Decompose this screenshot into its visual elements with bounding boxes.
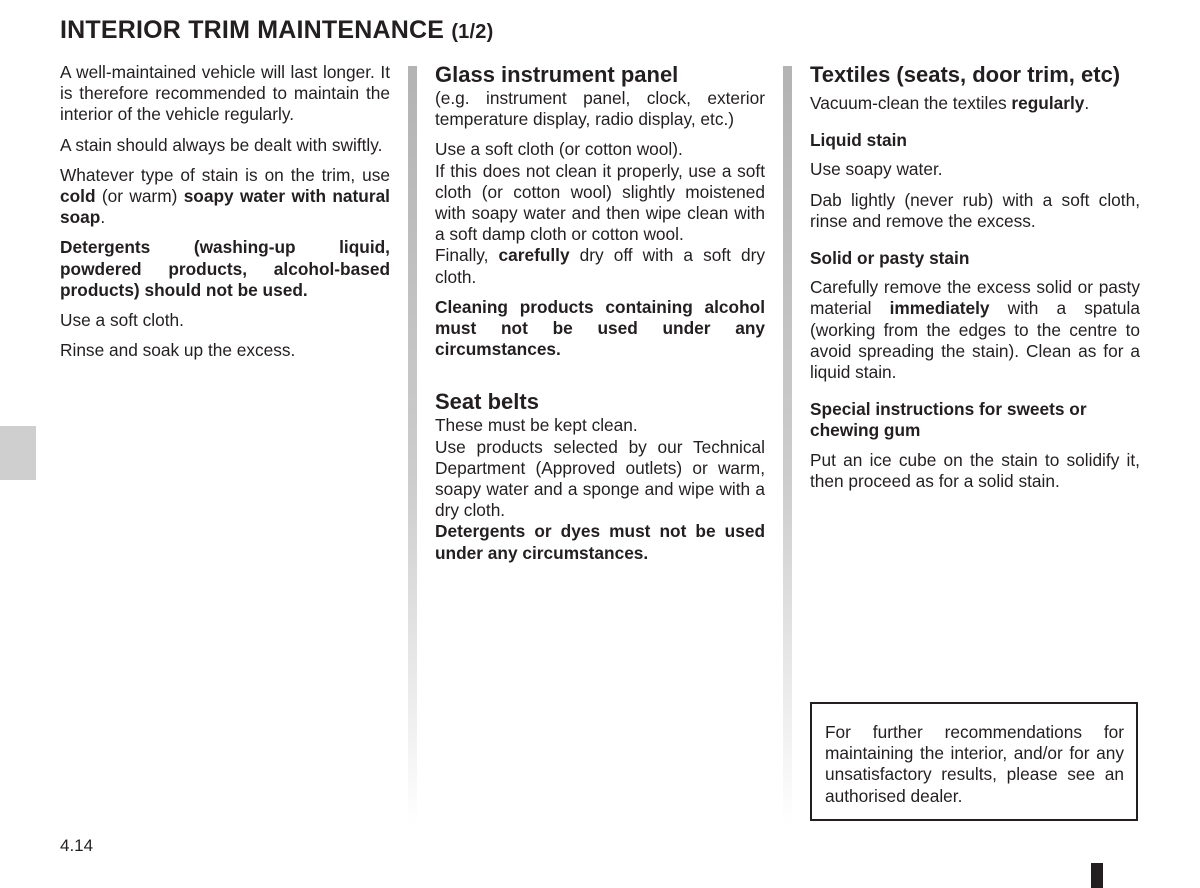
column-divider-right <box>783 66 792 826</box>
seat-belts-warning: Detergents or dyes must not be used under any circumstances. <box>435 521 765 563</box>
liquid-stain-paragraph-2: Dab lightly (never rub) with a soft cloth, rinse and remove the excess. <box>810 189 1140 231</box>
intro-paragraph-2: A stain should always be dealt with swiftly. <box>60 134 383 155</box>
glass-panel-subtitle: (e.g. instrument panel, clock, exterior temperature display, radio display, etc.) <box>435 88 765 130</box>
seat-belts-heading: Seat belts <box>435 389 539 415</box>
intro-paragraph-5: Use a soft cloth. <box>60 310 184 331</box>
right-column <box>810 62 1140 501</box>
middle-column <box>435 62 765 573</box>
intro-paragraph-1: A well-maintained vehicle will last longer. It is therefore recommended to maintain the interior of the vehicle regularly. <box>60 62 390 125</box>
solid-stain-paragraph: Carefully remove the excess solid or pasty material immediately with a spatula (working from the edges to the centre to avoid spreading the stain). Clean as for a liquid stain. <box>810 277 1140 383</box>
sweets-heading: Special instructions for sweets or chewing gum <box>810 399 1087 441</box>
page-edge-marker <box>1091 863 1103 888</box>
intro-paragraph-6: Rinse and soak up the excess. <box>60 340 296 361</box>
glass-warning: Cleaning products containing alcohol must not be used under any circumstances. <box>435 296 765 360</box>
textiles-intro: Vacuum-clean the textiles regularly. <box>810 93 1090 113</box>
solid-stain-heading: Solid or pasty stain <box>810 248 970 269</box>
liquid-stain-paragraph-1: Use soapy water. <box>810 159 943 180</box>
detergent-warning: Detergents (washing-up liquid, powdered products, alcohol-based products) should not be used. <box>60 237 390 300</box>
intro-paragraph-3: Whatever type of stain is on the trim, use cold (or warm) soapy water with natural soap. <box>60 164 390 228</box>
liquid-stain-heading: Liquid stain <box>810 130 907 151</box>
page-title <box>60 16 493 45</box>
title-text: INTERIOR TRIM MAINTENANCE <box>60 16 445 44</box>
glass-paragraph-1: Use a soft cloth (or cotton wool). <box>435 139 683 160</box>
glass-paragraph-3: Finally, carefully dry off with a soft dry cloth. <box>435 245 766 287</box>
dealer-note-box: For further recommendations for maintaining the interior, and/or for any unsatisfactory results, please see an authorised dealer. <box>810 702 1138 821</box>
glass-panel-heading: Glass instrument panel <box>435 62 679 87</box>
seat-belts-paragraph-1: These must be kept clean. <box>435 415 638 436</box>
glass-paragraph-2: If this does not clean it properly, use a soft cloth (or cotton wool) slightly moistened with soapy water and then wipe clean with a soft damp cloth or cotton wool. <box>435 160 765 245</box>
chapter-side-tab <box>0 426 36 480</box>
intro-column <box>60 62 390 370</box>
column-divider-left <box>408 66 417 826</box>
page-number: 4.14 <box>60 836 94 855</box>
sweets-paragraph: Put an ice cube on the stain to solidify it, then proceed as for a solid stain. <box>810 449 1140 491</box>
textiles-heading: Textiles (seats, door trim, etc) <box>810 62 1121 87</box>
seat-belts-paragraph-2: Use products selected by our Technical Department (Approved outlets) or warm, soapy water and a sponge and wipe with a dry cloth. <box>435 436 765 521</box>
title-part: (1/2) <box>451 21 494 43</box>
